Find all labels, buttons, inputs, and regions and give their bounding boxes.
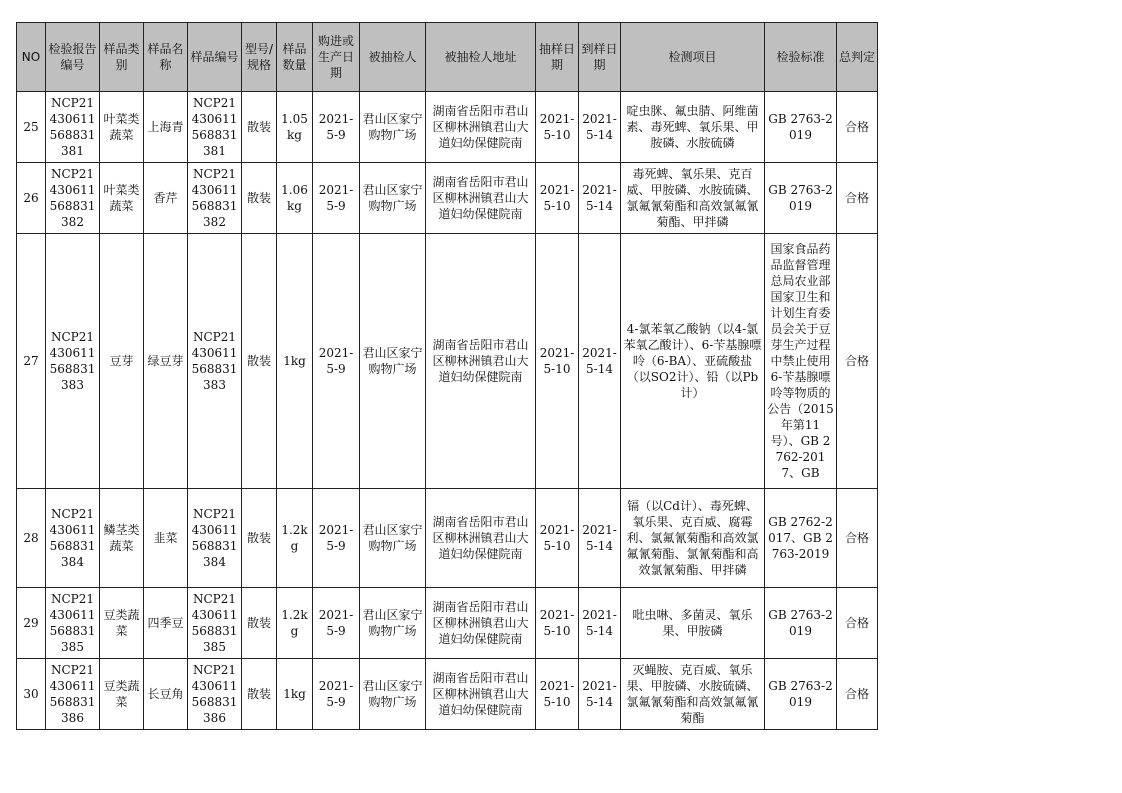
cell-sampling-date: 2021-5-10 xyxy=(536,588,579,659)
cell-quantity: 1.06kg xyxy=(277,163,313,234)
cell-sample-name: 上海青 xyxy=(144,92,188,163)
cell-spec: 散装 xyxy=(242,234,277,489)
header-spec: 型号/规格 xyxy=(242,23,277,92)
cell-sample-id: NCP21430611568831385 xyxy=(188,588,242,659)
cell-sample-name: 四季豆 xyxy=(144,588,188,659)
cell-arrival-date: 2021-5-14 xyxy=(579,489,621,588)
table-row xyxy=(17,659,878,730)
standard-text: 国家食品药品监督管理总局农业部国家卫生和计划生育委员会关于豆芽生产过程中禁止使用6-苄基腺嘌呤等物质的公告（2015年第11号）、GB 2762-2017、GB xyxy=(767,242,834,480)
cell-spec: 散装 xyxy=(242,163,277,234)
cell-inspected-address: 湖南省岳阳市君山区柳林洲镇君山大道妇幼保健院南 xyxy=(426,588,536,659)
cell-no: 27 xyxy=(17,234,46,489)
table-row xyxy=(17,92,878,163)
cell-result: 合格 xyxy=(837,92,878,163)
cell-sampling-date: 2021-5-10 xyxy=(536,659,579,730)
cell-arrival-date: 2021-5-14 xyxy=(579,659,621,730)
cell-sample-category: 豆类蔬菜 xyxy=(100,659,144,730)
table-header-row xyxy=(17,23,878,92)
cell-sample-id: NCP21430611568831382 xyxy=(188,163,242,234)
cell-no: 26 xyxy=(17,163,46,234)
cell-inspected-address: 湖南省岳阳市君山区柳林洲镇君山大道妇幼保健院南 xyxy=(426,489,536,588)
cell-spec: 散装 xyxy=(242,489,277,588)
table-row xyxy=(17,489,878,588)
cell-sample-name: 长豆角 xyxy=(144,659,188,730)
cell-sampling-date: 2021-5-10 xyxy=(536,234,579,489)
header-sample-id: 样品编号 xyxy=(188,23,242,92)
cell-result: 合格 xyxy=(837,588,878,659)
cell-report-no: NCP21430611568831381 xyxy=(46,92,100,163)
cell-result: 合格 xyxy=(837,163,878,234)
cell-standard xyxy=(765,234,837,489)
cell-sample-id: NCP21430611568831384 xyxy=(188,489,242,588)
header-test-items: 检测项目 xyxy=(621,23,765,92)
header-standard: 检验标准 xyxy=(765,23,837,92)
cell-test-items: 吡虫啉、多菌灵、氧乐果、甲胺磷 xyxy=(621,588,765,659)
cell-sample-category: 叶菜类蔬菜 xyxy=(100,92,144,163)
cell-purchase-date: 2021-5-9 xyxy=(313,588,360,659)
cell-purchase-date: 2021-5-9 xyxy=(313,92,360,163)
cell-inspected-address: 湖南省岳阳市君山区柳林洲镇君山大道妇幼保健院南 xyxy=(426,92,536,163)
inspection-results-table xyxy=(16,22,878,730)
cell-purchase-date: 2021-5-9 xyxy=(313,489,360,588)
cell-test-items: 毒死蜱、氧乐果、克百威、甲胺磷、水胺硫磷、氯氟氰菊酯和高效氯氟氰菊酯、甲拌磷 xyxy=(621,163,765,234)
cell-standard: GB 2763-2019 xyxy=(765,588,837,659)
cell-arrival-date: 2021-5-14 xyxy=(579,234,621,489)
cell-report-no: NCP21430611568831384 xyxy=(46,489,100,588)
cell-test-items: 4-氯苯氧乙酸钠（以4-氯苯氧乙酸计）、6-苄基腺嘌呤（6-BA）、亚硫酸盐（以SO2计）、铅（以Pb计） xyxy=(621,234,765,489)
cell-quantity: 1.2kg xyxy=(277,489,313,588)
cell-inspected-address: 湖南省岳阳市君山区柳林洲镇君山大道妇幼保健院南 xyxy=(426,234,536,489)
cell-sample-category: 叶菜类蔬菜 xyxy=(100,163,144,234)
cell-standard: GB 2763-2019 xyxy=(765,163,837,234)
header-arrival-date: 到样日期 xyxy=(579,23,621,92)
cell-report-no: NCP21430611568831385 xyxy=(46,588,100,659)
cell-purchase-date: 2021-5-9 xyxy=(313,163,360,234)
cell-sample-id: NCP21430611568831383 xyxy=(188,234,242,489)
cell-arrival-date: 2021-5-14 xyxy=(579,92,621,163)
cell-sample-id: NCP21430611568831386 xyxy=(188,659,242,730)
cell-inspected-party: 君山区家宁购物广场 xyxy=(360,92,426,163)
cell-no: 29 xyxy=(17,588,46,659)
cell-sample-name: 韭菜 xyxy=(144,489,188,588)
cell-no: 30 xyxy=(17,659,46,730)
header-report-no: 检验报告编号 xyxy=(46,23,100,92)
cell-sampling-date: 2021-5-10 xyxy=(536,163,579,234)
cell-sample-id: NCP21430611568831381 xyxy=(188,92,242,163)
cell-inspected-address: 湖南省岳阳市君山区柳林洲镇君山大道妇幼保健院南 xyxy=(426,163,536,234)
cell-inspected-party: 君山区家宁购物广场 xyxy=(360,234,426,489)
cell-arrival-date: 2021-5-14 xyxy=(579,163,621,234)
cell-inspected-party: 君山区家宁购物广场 xyxy=(360,489,426,588)
cell-spec: 散装 xyxy=(242,588,277,659)
header-sample-category: 样品类别 xyxy=(100,23,144,92)
cell-inspected-party: 君山区家宁购物广场 xyxy=(360,163,426,234)
header-result: 总判定 xyxy=(837,23,878,92)
cell-standard: GB 2762-2017、GB 2763-2019 xyxy=(765,489,837,588)
header-inspected-address: 被抽检人地址 xyxy=(426,23,536,92)
cell-test-items: 灭蝇胺、克百威、氧乐果、甲胺磷、水胺硫磷、氯氟氰菊酯和高效氯氟氰菊酯 xyxy=(621,659,765,730)
header-sampling-date: 抽样日期 xyxy=(536,23,579,92)
cell-inspected-party: 君山区家宁购物广场 xyxy=(360,659,426,730)
cell-quantity: 1.2kg xyxy=(277,588,313,659)
cell-test-items: 镉（以Cd计）、毒死蜱、氧乐果、克百威、腐霉利、氯氟氰菊酯和高效氯氟氰菊酯、氯氰菊酯和高效氯氰菊酯、甲拌磷 xyxy=(621,489,765,588)
cell-report-no: NCP21430611568831383 xyxy=(46,234,100,489)
cell-standard: GB 2763-2019 xyxy=(765,659,837,730)
cell-no: 25 xyxy=(17,92,46,163)
cell-sample-name: 香芹 xyxy=(144,163,188,234)
cell-spec: 散装 xyxy=(242,659,277,730)
table-row xyxy=(17,234,878,489)
cell-report-no: NCP21430611568831386 xyxy=(46,659,100,730)
cell-sample-category: 鳞茎类蔬菜 xyxy=(100,489,144,588)
header-no: NO xyxy=(17,23,46,92)
cell-test-items: 啶虫脒、氟虫腈、阿维菌素、毒死蜱、氧乐果、甲胺磷、水胺硫磷 xyxy=(621,92,765,163)
cell-sampling-date: 2021-5-10 xyxy=(536,92,579,163)
header-inspected-party: 被抽检人 xyxy=(360,23,426,92)
cell-report-no: NCP21430611568831382 xyxy=(46,163,100,234)
cell-arrival-date: 2021-5-14 xyxy=(579,588,621,659)
table-row xyxy=(17,163,878,234)
cell-sample-name: 绿豆芽 xyxy=(144,234,188,489)
cell-spec: 散装 xyxy=(242,92,277,163)
cell-no: 28 xyxy=(17,489,46,588)
table-row xyxy=(17,588,878,659)
header-quantity: 样品数量 xyxy=(277,23,313,92)
cell-quantity: 1kg xyxy=(277,234,313,489)
header-purchase-date: 购进或生产日期 xyxy=(313,23,360,92)
cell-standard: GB 2763-2019 xyxy=(765,92,837,163)
cell-quantity: 1kg xyxy=(277,659,313,730)
cell-purchase-date: 2021-5-9 xyxy=(313,659,360,730)
cell-sample-category: 豆芽 xyxy=(100,234,144,489)
header-sample-name: 样品名称 xyxy=(144,23,188,92)
cell-quantity: 1.05kg xyxy=(277,92,313,163)
cell-result: 合格 xyxy=(837,489,878,588)
cell-sampling-date: 2021-5-10 xyxy=(536,489,579,588)
cell-result: 合格 xyxy=(837,234,878,489)
cell-inspected-party: 君山区家宁购物广场 xyxy=(360,588,426,659)
cell-purchase-date: 2021-5-9 xyxy=(313,234,360,489)
cell-result: 合格 xyxy=(837,659,878,730)
cell-sample-category: 豆类蔬菜 xyxy=(100,588,144,659)
cell-inspected-address: 湖南省岳阳市君山区柳林洲镇君山大道妇幼保健院南 xyxy=(426,659,536,730)
